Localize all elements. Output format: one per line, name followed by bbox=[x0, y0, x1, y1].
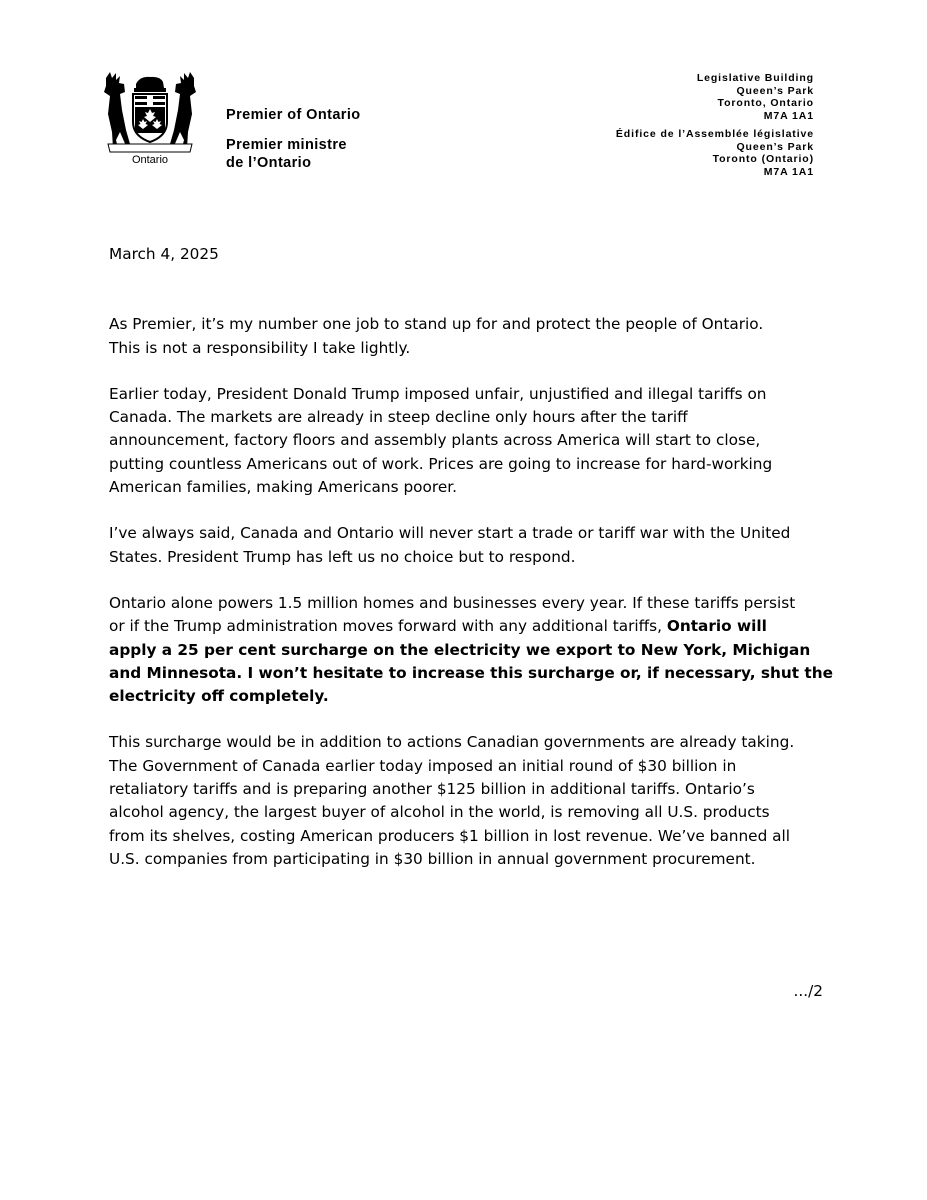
address-fr-line: Toronto (Ontario) bbox=[712, 153, 814, 165]
address-fr-line: Queen’s Park bbox=[736, 140, 814, 153]
paragraph-line-bold bbox=[109, 662, 834, 685]
office-title-en: Premier of Ontario bbox=[226, 107, 361, 123]
paragraph-3 bbox=[109, 522, 829, 569]
letter-body bbox=[109, 243, 834, 894]
paragraph-line: retaliatory tariffs and is preparing another $125 billion in additional tariffs. Ontario’s bbox=[109, 780, 755, 799]
address-en-line: Queen’s Park bbox=[736, 84, 814, 97]
paragraph-5 bbox=[109, 731, 829, 871]
paragraph-line: American families, making Americans poorer. bbox=[109, 478, 457, 497]
paragraph-line: States. President Trump has left us no choice but to respond. bbox=[109, 547, 576, 566]
paragraph-line-bold bbox=[109, 685, 829, 708]
address-fr-line: M7A 1A1 bbox=[763, 165, 814, 178]
office-title bbox=[226, 106, 361, 172]
paragraph-line: The Government of Canada earlier today imposed an initial round of $30 billion in bbox=[109, 756, 737, 775]
crest-label: Ontario bbox=[131, 154, 169, 166]
paragraph-line: U.S. companies from participating in $30 billion in annual government procurement. bbox=[109, 849, 756, 868]
paragraph-line-bold bbox=[109, 639, 829, 662]
address-en-line: Legislative Building bbox=[696, 72, 814, 84]
paragraph-line: alcohol agency, the largest buyer of alcohol in the world, is removing all U.S. products bbox=[109, 803, 770, 822]
paragraph-line bbox=[109, 615, 829, 638]
paragraph-2 bbox=[109, 383, 829, 499]
office-title-fr-line1: Premier ministre bbox=[226, 137, 347, 153]
paragraph-line: I’ve always said, Canada and Ontario will never start a trade or tariff war with the United bbox=[109, 524, 791, 543]
paragraph-bold-text: Ontario will bbox=[666, 617, 767, 636]
paragraph-bold-text: electricity off completely. bbox=[109, 687, 329, 706]
paragraph-line: Canada. The markets are already in steep decline only hours after the tariff bbox=[109, 408, 688, 427]
page-continuation: .../2 bbox=[793, 982, 823, 1000]
paragraph-bold-text: and Minnesota. I won’t hesitate to increase this surcharge or, if necessary, shut the bbox=[109, 663, 834, 682]
paragraph-4 bbox=[109, 592, 834, 708]
paragraph-line: Ontario alone powers 1.5 million homes and businesses every year. If these tariffs persist bbox=[109, 593, 796, 612]
letter-date: March 4, 2025 bbox=[109, 245, 219, 263]
address-fr-line: Édifice de l’Assemblée législative bbox=[615, 128, 814, 140]
address-en-line: Toronto, Ontario bbox=[717, 97, 814, 109]
paragraph-line: Earlier today, President Donald Trump imposed unfair, unjustified and illegal tariffs on bbox=[109, 384, 767, 403]
paragraph-bold-text: apply a 25 per cent surcharge on the electricity we export to New York, Michigan bbox=[109, 640, 811, 659]
paragraph-line: This surcharge would be in addition to actions Canadian governments are already taking. bbox=[109, 733, 795, 752]
office-title-fr-line2: de l’Ontario bbox=[226, 155, 312, 171]
address-block bbox=[616, 72, 814, 178]
paragraph-line: putting countless Americans out of work. Prices are going to increase for hard-working bbox=[109, 454, 773, 473]
paragraph-1 bbox=[109, 313, 829, 360]
paragraph-text: or if the Trump administration moves forward with any additional tariffs, bbox=[109, 617, 667, 636]
paragraph-line: announcement, factory floors and assembly plants across America will start to close, bbox=[109, 431, 761, 450]
paragraph-line: As Premier, it’s my number one job to stand up for and protect the people of Ontario. bbox=[109, 315, 764, 334]
address-en-line: M7A 1A1 bbox=[763, 109, 814, 122]
paragraph-line: This is not a responsibility I take lightly. bbox=[109, 338, 411, 357]
paragraph-line: from its shelves, costing American producers $1 billion in lost revenue. We’ve banned all bbox=[109, 826, 791, 845]
